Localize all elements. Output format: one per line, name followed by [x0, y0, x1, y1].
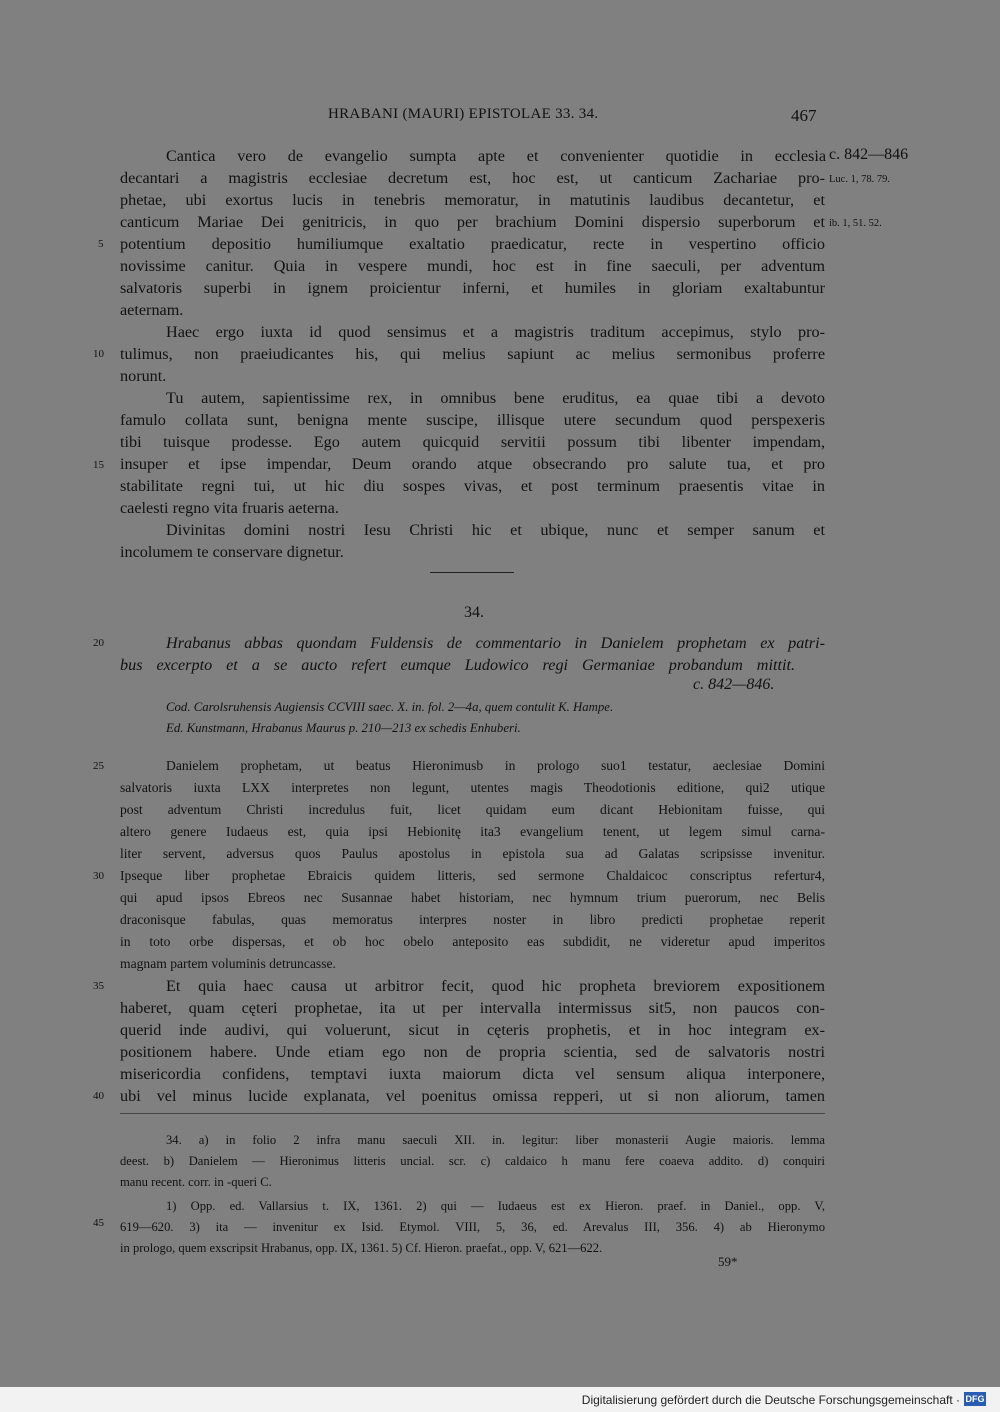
- line-number: 5: [98, 238, 104, 250]
- signature-mark: 59*: [718, 1254, 738, 1269]
- body-line: decantari a magistris ecclesiae decretum est, hoc est, ut canticum Zachariae pro-: [120, 169, 825, 187]
- text-line: liter servent, adversus quos Paulus apostolus in epistola sua ad Galatas scripsisse invenitur.: [120, 846, 825, 861]
- text-line: qui apud ipsos Ebreos nec Susannae habet historiam, nec hymnum trium puerorum, nec Belis: [120, 890, 825, 905]
- body-line: insuper et ipse impendar, Deum orando atque obsecrando pro salute tua, et pro: [120, 455, 825, 473]
- source-line: Cod. Carolsruhensis Augiensis CCVIII saec. X. in. fol. 2—4a, quem contulit K. Hampe.: [166, 700, 614, 714]
- footnote-line: 619—620. 3) ita — invenitur ex Isid. Etymol. VIII, 5, 36, ed. Arevalus III, 356. 4) ab Hieronymo: [120, 1220, 825, 1234]
- letter-number: 34.: [464, 604, 484, 621]
- body-line: Haec ergo iuxta id quod sensimus et a magistris traditum accepimus, stylo pro-: [166, 323, 825, 341]
- body-line: novissime canitur. Quia in vespere mundi, hoc est in fine saeculi, per adventum: [120, 257, 825, 275]
- body-line: salvatoris superbi in ignem proicientur inferni, et humiles in gloriam exaltabuntur: [120, 279, 825, 297]
- body-line: famulo collata sunt, benigna mente suscipe, illisque utere secundum quod perspexeris: [120, 411, 825, 429]
- line-number: 20: [93, 637, 104, 649]
- body-line: stabilitate regni tui, ut hic diu sospes vivas, et post terminum praesentis vitae in: [120, 477, 825, 495]
- margin-reference: ib. 1, 51. 52.: [829, 218, 882, 229]
- summary-line: bus excerpto et a se aucto refert eumque Ludowico regi Germaniae probandum mittit.: [120, 656, 795, 674]
- line-number: 15: [93, 459, 104, 471]
- footnote-line: in prologo, quem exscripsit Hrabanus, opp. IX, 1361. 5) Cf. Hieron. praefat., opp. V, 621—622.: [120, 1241, 603, 1255]
- line-number: 25: [93, 760, 104, 772]
- text-line: positionem habere. Unde etiam ego non de propria scientia, sed de salvatoris nostri: [120, 1043, 825, 1061]
- text-line: draconisque fabulas, quas memoratus interpres noster in libro predicti prophetae reperit: [120, 912, 825, 927]
- body-line: canticum Mariae Dei genitricis, in quo per brachium Domini dispersio superborum et: [120, 213, 825, 231]
- line-number: 30: [93, 870, 104, 882]
- text-line: salvatoris iuxta LXX interpretes non legunt, utentes magis Theodotionis editione, qui2 utique: [120, 780, 825, 795]
- margin-date: c. 842—846: [829, 146, 909, 163]
- dfg-logo-icon: DFG: [965, 1394, 985, 1404]
- line-number: 45: [93, 1217, 104, 1229]
- body-line: phetae, ubi exortus lucis in tenebris memoratur, in matutinis laudibus decantetur, et: [120, 191, 825, 209]
- body-line: Cantica vero de evangelio sumpta apte et convenienter quotidie in ecclesia: [166, 147, 826, 165]
- text-line: altero genere Iudaeus est, quia ipsi Hebionitę ita3 evangelium tenent, ut legem simul carna-: [120, 824, 825, 839]
- running-header: HRABANI (MAURI) EPISTOLAE 33. 34.: [328, 106, 599, 122]
- section-divider: [430, 572, 514, 573]
- text-line: Et quia haec causa ut arbitror fecit, quod hic propheta breviorem expositionem: [166, 977, 825, 995]
- margin-reference: Luc. 1, 78. 79.: [829, 174, 890, 185]
- line-number: 10: [93, 348, 104, 360]
- text-line: ubi vel minus lucide explanata, vel poenitus omissa repperi, ut si non aliorum, tamen: [120, 1087, 825, 1105]
- footnote-line: 1) Opp. ed. Vallarsius t. IX, 1361. 2) qui — Iudaeus est ex Hieron. praef. in Daniel., opp. V,: [166, 1199, 825, 1213]
- text-line: post adventum Christi incredulus fuit, licet quidam eum dicant Hebionitam fuisse, qui: [120, 802, 825, 817]
- body-line: Tu autem, sapientissime rex, in omnibus bene eruditus, ea quae tibi a devoto: [166, 389, 825, 407]
- text-line: magnam partem voluminis detruncasse.: [120, 956, 336, 971]
- footnote-rule: [120, 1113, 825, 1114]
- body-line: incolumem te conservare dignetur.: [120, 543, 344, 561]
- apparatus-line: deest. b) Danielem — Hieronimus litteris uncial. scr. c) caldaico h manu fere coaeva addito. d) conquiri: [120, 1154, 825, 1168]
- body-line: tulimus, non praeiudicantes his, qui melius sapiunt ac melius sermonibus proferre: [120, 345, 825, 363]
- text-line: querid inde audivi, qui voluerunt, sicut in cęteris prophetis, et in hoc integram ex-: [120, 1021, 825, 1039]
- body-line: potentium depositio humiliumque exaltatio praedicatur, recte in vespertino officio: [120, 235, 825, 253]
- apparatus-line: 34. a) in folio 2 infra manu saeculi XII. in. legitur: liber monasterii Augie maioris. lemma: [166, 1133, 825, 1147]
- text-line: in toto orbe dispersas, et ob hoc obelo anteposito eas subdidit, ne videretur apud imperitos: [120, 934, 825, 949]
- text-line: Danielem prophetam, ut beatus Hieronimusb in prologo suo1 testatur, aeclesiae Domini: [166, 758, 825, 773]
- text-line: misericordia confidens, temptavi iuxta maiorum dicta vel sensum aliqua interponere,: [120, 1065, 825, 1083]
- body-line: Divinitas domini nostri Iesu Christi hic et ubique, nunc et semper sanum et: [166, 521, 825, 539]
- text-line: haberet, quam cęteri prophetae, ita ut per intervalla intermissus sit5, non paucos con-: [120, 999, 825, 1017]
- body-line: norunt.: [120, 367, 167, 385]
- date: c. 842—846.: [693, 676, 775, 693]
- credit-text: Digitalisierung gefördert durch die Deutsche Forschungsgemeinschaft ·: [581, 1393, 960, 1407]
- body-line: aeternam.: [120, 301, 184, 319]
- page-number: 467: [791, 106, 817, 125]
- body-line: tibi tuisque prodesse. Ego autem quicquid servitii possum tibi libenter impendam,: [120, 433, 825, 451]
- text-line: Ipseque liber prophetae Ebraicis quidem litteris, sed sermone Chaldaicoc conscriptus refertur4,: [120, 868, 825, 883]
- apparatus-line: manu recent. corr. in -queri C.: [120, 1175, 272, 1189]
- body-line: caelesti regno vita fruaris aeterna.: [120, 499, 339, 517]
- source-line: Ed. Kunstmann, Hrabanus Maurus p. 210—213 ex schedis Enhuberi.: [166, 721, 521, 735]
- line-number: 35: [93, 980, 104, 992]
- line-number: 40: [93, 1090, 104, 1102]
- summary-line: Hrabanus abbas quondam Fuldensis de commentario in Danielem prophetam ex patri-: [166, 634, 825, 652]
